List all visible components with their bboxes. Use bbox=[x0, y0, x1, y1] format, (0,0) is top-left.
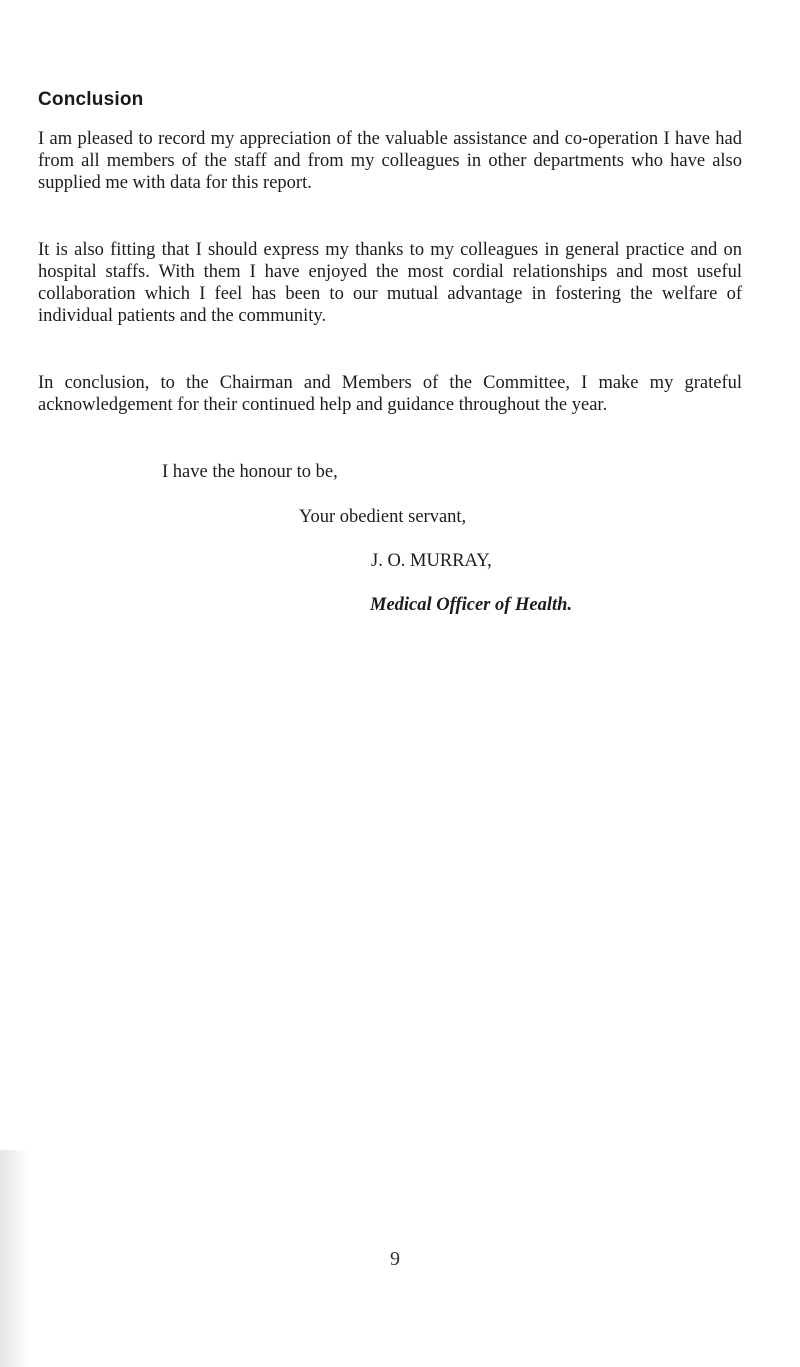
section-heading: Conclusion bbox=[38, 89, 144, 110]
page-edge-shadow bbox=[0, 1150, 28, 1367]
paragraph-thanks-committee: In conclusion, to the Chairman and Members of the Committee, I make my grateful acknowledgement for their continued help and guidance throughout the year. bbox=[38, 373, 742, 415]
signature-name: J. O. MURRAY, bbox=[371, 551, 492, 571]
page-number: 9 bbox=[390, 1248, 400, 1270]
closing-honour-line: I have the honour to be, bbox=[162, 462, 338, 482]
paragraph-thanks-colleagues: It is also fitting that I should express my thanks to my colleagues in general practice and on hospital staffs. With them I have enjoyed the most cordial relationships and most useful collaboration which I feel has been to our mutual advantage in fostering the welfare of individual patients and the community. bbox=[38, 240, 742, 326]
signature-title: Medical Officer of Health. bbox=[370, 595, 573, 615]
paragraph-appreciation: I am pleased to record my appreciation of the valuable assistance and co-operation I have had from all members of the staff and from my colleagues in other departments who have also supplied me with data for this report. bbox=[38, 129, 742, 193]
closing-servant-line: Your obedient servant, bbox=[299, 507, 467, 527]
